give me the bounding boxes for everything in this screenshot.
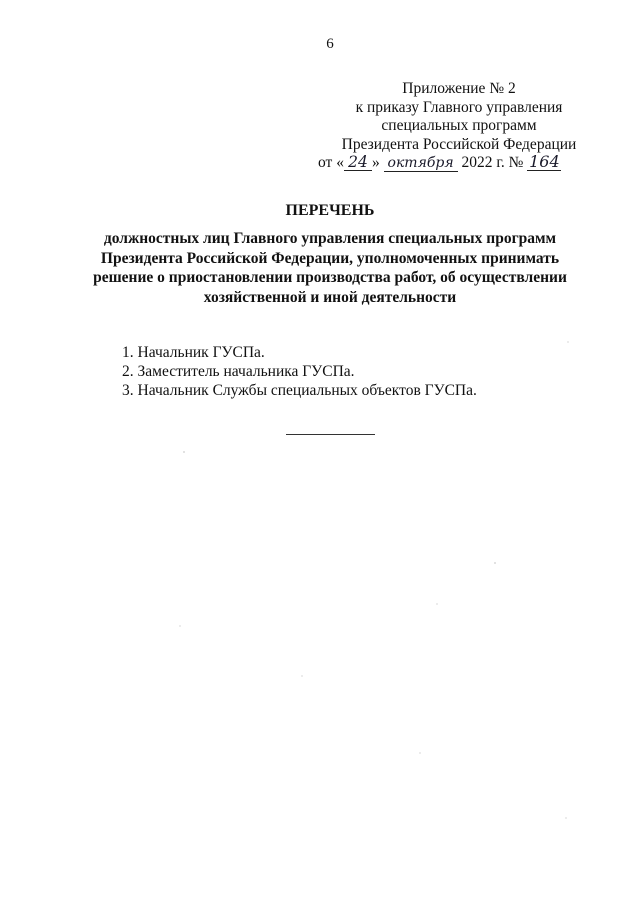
annex-org-line: специальных программ [381, 117, 537, 134]
list-item: 2. Заместитель начальника ГУСПа. [122, 363, 355, 380]
annex-title: Приложение № 2 [402, 80, 516, 97]
page-number: 6 [326, 36, 334, 52]
list-item: 1. Начальник ГУСПа. [122, 344, 265, 361]
date-month-handwritten: октября [384, 155, 458, 172]
subtitle-line-3: решение о приостановлении производства работ, об осуществлении [93, 269, 567, 286]
annex-order-ref: к приказу Главного управления [355, 98, 563, 116]
date-quote-close: » [371, 154, 380, 171]
document-title: ПЕРЕЧЕНЬ [285, 202, 375, 219]
order-number-handwritten: 164 [529, 152, 560, 171]
date-day-handwritten: 24 [344, 154, 372, 171]
subtitle-line-4: хозяйственной и иной деятельности [203, 288, 457, 306]
subtitle-line-1: должностных лиц Главного управления специальных программ [103, 230, 557, 247]
list-item: 3. Начальник Службы специальных объектов ГУСПа. [122, 382, 477, 399]
annex-org-line-2: Президента Российской Федерации [341, 135, 577, 153]
date-prefix: от « [318, 154, 344, 171]
subtitle-line-2: Президента Российской Федерации, уполномоченных принимать [100, 249, 560, 267]
date-year: 2022 г. № [461, 154, 524, 171]
